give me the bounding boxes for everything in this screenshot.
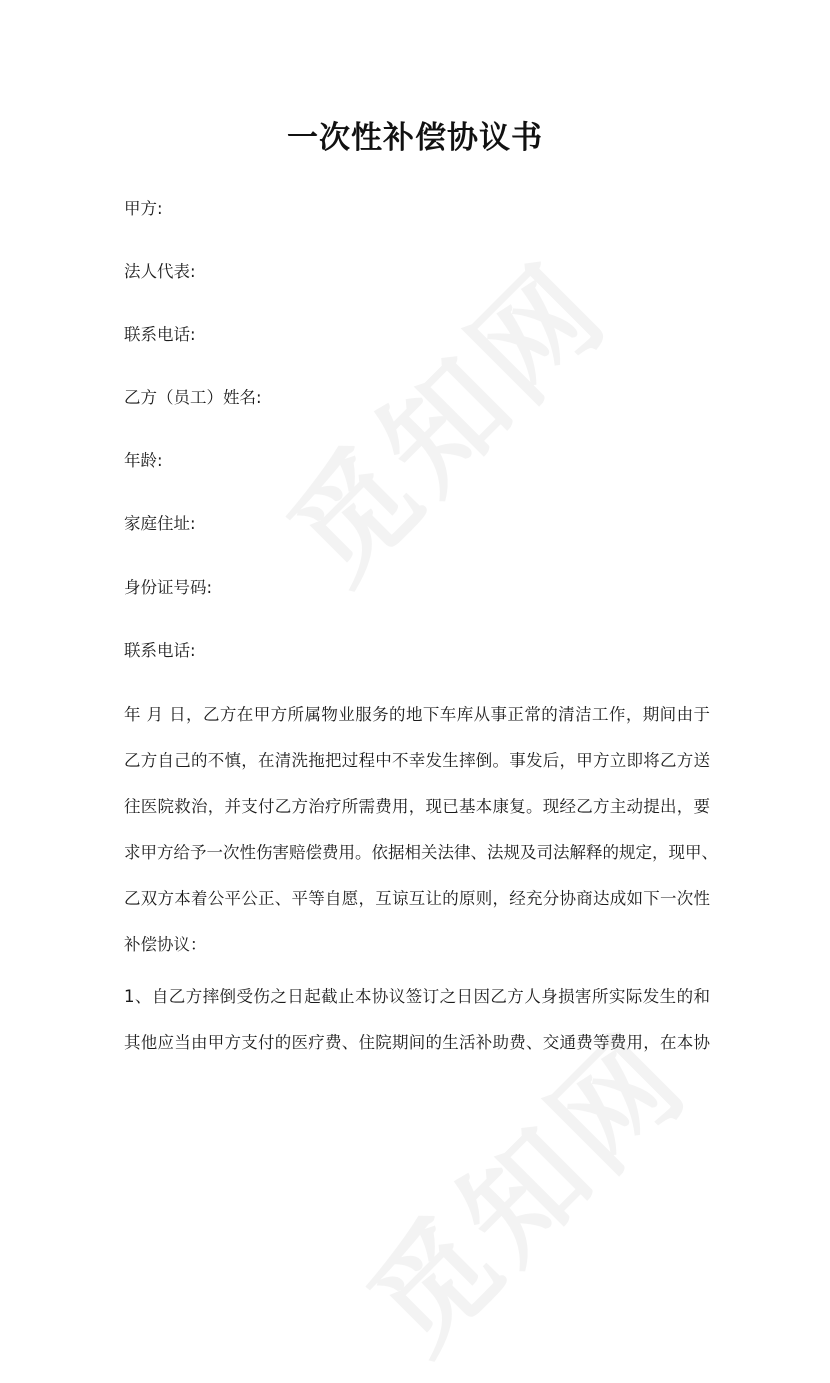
document-title: 一次性补偿协议书 [287, 120, 543, 156]
paragraph-line: 求甲方给予一次性伤害赔偿费用。依据相关法律、法规及司法解释的规定，现甲、 [124, 843, 718, 862]
field-party-a: 甲方: [124, 199, 163, 218]
paragraph-line: 乙方自己的不慎，在清洗拖把过程中不幸发生摔倒。事发后，甲方立即将乙方送 [124, 751, 710, 770]
paragraph-line: 往医院救治，并支付乙方治疗所需费用，现已基本康复。现经乙方主动提出，要 [124, 797, 710, 816]
paragraph-incident [124, 703, 718, 979]
paragraph-line: 补偿协议： [124, 935, 207, 954]
field-party-b-phone: 联系电话: [124, 641, 196, 660]
field-party-b-name: 乙方（员工）姓名: [124, 388, 262, 407]
paragraph-line: 年 月 日，乙方在甲方所属物业服务的地下车库从事正常的清洁工作，期间由于 [124, 705, 710, 724]
watermark [245, 219, 638, 612]
field-age: 年龄: [124, 451, 163, 470]
field-id-number: 身份证号码: [124, 578, 213, 597]
field-legal-representative: 法人代表: [124, 262, 196, 281]
paragraph-line: 乙双方本着公平公正、平等自愿，互谅互让的原则，经充分协商达成如下一次性 [124, 889, 710, 908]
paragraph-line: 其他应当由甲方支付的医疗费、住院期间的生活补助费、交通费等费用，在本协 [124, 1033, 710, 1052]
paragraph-clause-1 [124, 985, 710, 1077]
paragraph-line: 1、自乙方摔倒受伤之日起截止本协议签订之日因乙方人身损害所实际发生的和 [124, 987, 710, 1006]
field-party-a-phone: 联系电话: [124, 325, 196, 344]
field-home-address: 家庭住址: [124, 514, 196, 533]
